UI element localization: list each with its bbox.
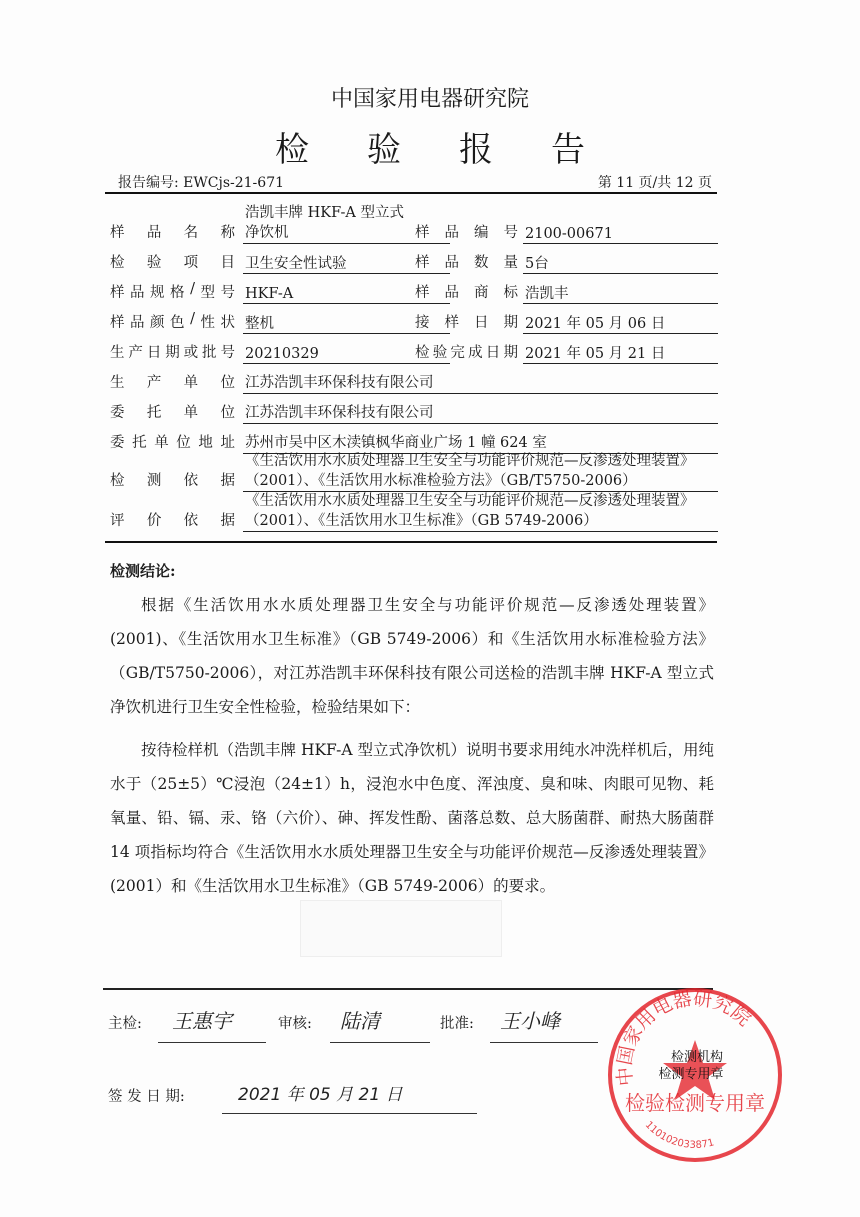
value-line: （2001）、《生活饮用水标准检验方法》（GB/T5750-2006）: [245, 473, 637, 489]
value-line: 《生活饮用水水质处理器卫生安全与功能评价规范—反渗透处理装置》: [245, 493, 695, 509]
label-char: 号: [503, 225, 518, 241]
label-char: 址: [220, 435, 235, 451]
label-client-address: [110, 431, 235, 452]
label-char: 批: [202, 345, 217, 361]
label-char: 号: [220, 285, 235, 301]
value-producer: 江苏浩凯丰环保科技有限公司: [243, 373, 718, 394]
label-char: 成: [468, 345, 483, 361]
label-char: 名: [183, 225, 199, 241]
label-char: 日: [146, 345, 162, 361]
value-line: 净饮机: [245, 225, 289, 241]
label-char: /: [190, 281, 195, 297]
row-producer: [110, 368, 716, 392]
value-color: 整机: [243, 315, 450, 334]
label-char: 位: [220, 375, 235, 391]
row-test-basis: [110, 453, 716, 490]
issue-date-line: [222, 1113, 477, 1114]
header-divider: [105, 192, 717, 194]
reviewer-line: [330, 1042, 430, 1043]
label-char: 样: [415, 255, 430, 271]
label-char: 样: [415, 225, 430, 241]
label-char: 样: [110, 225, 125, 241]
value-eval-basis: [243, 493, 718, 532]
conclusion-paragraph-2: 按待检样机（浩凯丰牌 HKF-A 型立式净饮机）说明书要求用纯水冲洗样机后，用纯水于（25±5）℃浸泡（24±1）h，浸泡水中色度、浑浊度、臭和味、肉眼可见物、耗氧量、铅、镉、汞、铬（六价）、砷、挥发性酚、菌落总数、总大肠菌群、耐热大肠菌群 14 项指标均符合《生活饮用水水质处理器卫生安全与功能评价规范—反渗透处理装置》(2001）和《生活饮用水卫生标准》（GB 5749-2006）的要求。: [110, 741, 714, 895]
stamp-outer-text: 中国家用电器研究院: [613, 987, 755, 1087]
value-quantity: 5台: [523, 255, 718, 274]
label-char: 位: [176, 435, 191, 451]
label-finish-date: [415, 341, 518, 362]
institute-name: 中国家用电器研究院: [330, 87, 529, 112]
inspector-label: 主检:: [108, 1016, 142, 1032]
row-client: [110, 398, 716, 422]
label-char: 评: [110, 513, 125, 529]
label-char: 据: [220, 473, 235, 489]
value-client-address: 苏州市吴中区木渎镇枫华商业广场 1 幢 624 室: [243, 433, 718, 454]
issue-date: 2021 年 05 月 21 日: [238, 1085, 403, 1105]
label-char: 颜: [150, 315, 165, 331]
label-char: 目: [220, 255, 235, 271]
value-batch: 20210329: [243, 345, 450, 364]
label-char: 称: [220, 225, 235, 241]
report-title: 检验报告: [275, 130, 643, 170]
label-char: 完: [450, 345, 465, 361]
value-client: 江苏浩凯丰环保科技有限公司: [243, 403, 718, 424]
label-client: [110, 401, 235, 422]
label-char: 品: [444, 255, 459, 271]
label-color: [110, 311, 235, 332]
label-char: 品: [146, 225, 162, 241]
label-char: 号: [220, 345, 235, 361]
label-char: 品: [444, 225, 459, 241]
label-char: 产: [128, 345, 143, 361]
stamp-bottom-text: 检验检测专用章: [625, 1091, 765, 1115]
label-char: 依: [183, 473, 199, 489]
label-char: 检: [110, 473, 125, 489]
label-char: 检: [415, 345, 430, 361]
label-sample-no: [415, 221, 518, 242]
label-char: 依: [183, 513, 199, 529]
label-char: 价: [146, 513, 162, 529]
label-char: 单: [183, 405, 199, 421]
label-receive-date: [415, 311, 518, 332]
value-test-item: 卫生安全性试验: [243, 255, 450, 274]
value-test-basis: [243, 453, 718, 492]
conclusion-paragraph-1: 根据《生活饮用水水质处理器卫生安全与功能评价规范—反渗透处理装置》(2001)、《生活饮用水卫生标准》（GB 5749-2006）和《生活饮用水标准检验方法》（GB/T5750-2006），对江苏浩凯丰环保科技有限公司送检的浩凯丰牌 HKF-A 型立式净饮机进行卫生安全性检验，检验结果如下：: [110, 596, 714, 716]
label-producer: [110, 371, 235, 392]
reviewer-label: 审核:: [278, 1016, 312, 1032]
value-sample-no: 2100-00671: [523, 225, 718, 244]
conclusion-heading: 检测结论:: [110, 562, 176, 580]
value-line: 浩凯丰牌 HKF-A 型立式: [245, 205, 404, 221]
label-char: 检: [110, 255, 125, 271]
label-sample-name: [110, 221, 235, 242]
label-char: 样: [415, 285, 430, 301]
faint-watermark-box: [300, 900, 502, 957]
label-char: 据: [220, 513, 235, 529]
label-char: 状: [220, 315, 235, 331]
row-test-item: [110, 248, 716, 272]
label-char: 验: [146, 255, 162, 271]
stamp-code: 110102033871: [642, 1119, 716, 1151]
stamp-inner-text-2: 检测专用章: [658, 1067, 724, 1082]
label-char: 样: [444, 315, 459, 331]
label-char: 编: [474, 225, 489, 241]
label-eval-basis: [110, 509, 235, 530]
value-line: （2001）、《生活饮用水卫生标准》（GB 5749-2006）: [245, 513, 598, 529]
label-char: 性: [200, 315, 215, 331]
label-test-item: [110, 251, 235, 272]
label-char: 单: [154, 435, 169, 451]
issue-date-label: 签 发 日 期:: [108, 1089, 185, 1105]
label-char: 单: [183, 375, 199, 391]
value-receive-date: 2021 年 05 月 06 日: [523, 315, 718, 334]
label-char: 验: [432, 345, 448, 361]
stamp-inner-text-1: 检测机构: [670, 1050, 724, 1065]
approver-signature: 王小峰: [500, 1009, 560, 1033]
label-char: 品: [130, 315, 145, 331]
row-client-address: [110, 428, 716, 452]
label-char: 格: [170, 285, 185, 301]
label-char: 生: [110, 375, 125, 391]
row-model: [110, 278, 716, 302]
table-divider: [105, 541, 717, 543]
label-char: 品: [444, 285, 459, 301]
value-line: 《生活饮用水水质处理器卫生安全与功能评价规范—反渗透处理装置》: [245, 453, 695, 469]
label-char: 量: [503, 255, 518, 271]
label-char: 样: [110, 315, 125, 331]
official-stamp: [605, 985, 785, 1165]
label-char: 地: [198, 435, 213, 451]
value-brand: 浩凯丰: [523, 285, 718, 304]
label-char: 期: [165, 345, 180, 361]
label-char: 日: [485, 345, 501, 361]
label-char: 产: [146, 375, 162, 391]
label-char: 期: [503, 315, 518, 331]
label-char: 型: [200, 285, 215, 301]
report-number: 报告编号: EWCjs-21-671: [118, 175, 285, 191]
label-char: 期: [503, 345, 518, 361]
approver-line: [490, 1042, 598, 1043]
label-char: 商: [474, 285, 489, 301]
label-model: [110, 281, 235, 302]
label-quantity: [415, 251, 518, 272]
row-color: [110, 308, 716, 332]
label-char: /: [190, 311, 195, 327]
label-brand: [415, 281, 518, 302]
row-eval-basis: [110, 493, 716, 530]
label-test-basis: [110, 469, 235, 490]
label-char: 托: [132, 435, 147, 451]
label-char: 规: [150, 285, 165, 301]
label-char: 色: [170, 315, 185, 331]
row-sample-name: [110, 205, 716, 242]
label-char: 样: [110, 285, 125, 301]
label-batch: [110, 341, 235, 362]
label-char: 接: [415, 315, 430, 331]
approver-label: 批准:: [440, 1016, 474, 1032]
label-char: 日: [474, 315, 489, 331]
label-char: 委: [110, 405, 125, 421]
label-char: 标: [503, 285, 518, 301]
inspector-signature: 王惠宇: [172, 1009, 232, 1033]
inspector-line: [158, 1042, 266, 1043]
page-number: 第 11 页/共 12 页: [597, 175, 712, 191]
label-char: 测: [146, 473, 162, 489]
label-char: 项: [183, 255, 199, 271]
value-finish-date: 2021 年 05 月 21 日: [523, 345, 718, 364]
reviewer-signature: 陆清: [340, 1009, 380, 1033]
label-char: 或: [183, 345, 199, 361]
row-batch: [110, 338, 716, 362]
label-char: 品: [130, 285, 145, 301]
label-char: 委: [110, 435, 125, 451]
label-char: 位: [220, 405, 235, 421]
label-char: 托: [146, 405, 162, 421]
value-model: HKF-A: [243, 285, 450, 304]
label-char: 数: [474, 255, 489, 271]
label-char: 生: [110, 345, 125, 361]
